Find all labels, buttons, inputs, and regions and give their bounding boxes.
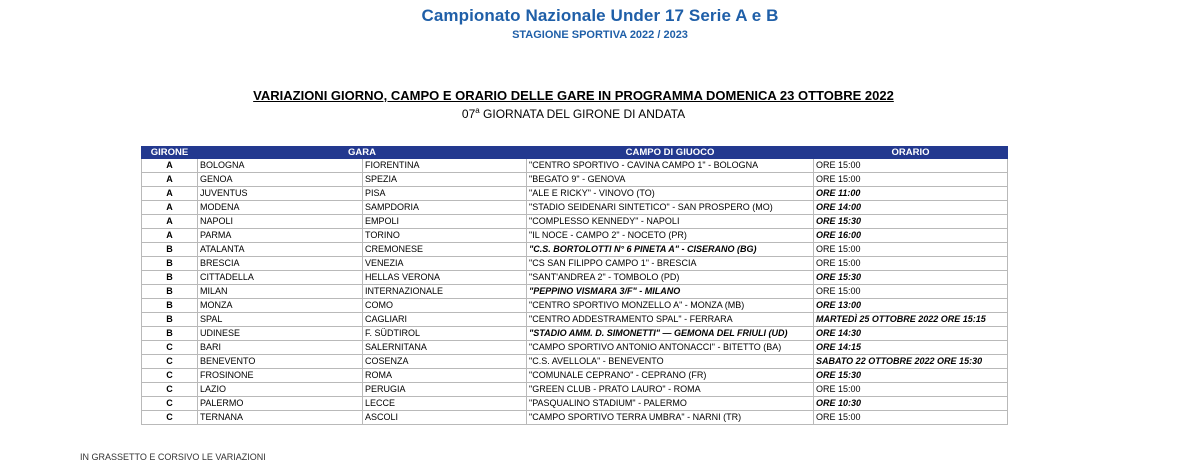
cell-girone: B [142, 257, 198, 271]
table-row [142, 341, 1008, 355]
cell-girone: C [142, 383, 198, 397]
table-row [142, 369, 1008, 383]
header-campo: CAMPO DI GIUOCO [527, 147, 814, 159]
championship-title: Campionato Nazionale Under 17 Serie A e B [421, 6, 779, 25]
cell-girone: C [142, 355, 198, 369]
cell-campo: "PEPPINO VISMARA 3/F" - MILANO [527, 285, 814, 299]
header-orario: ORARIO [814, 147, 1008, 159]
cell-girone: C [142, 341, 198, 355]
cell-campo: "SANT'ANDREA 2" - TOMBOLO (PD) [527, 271, 814, 285]
table-row [142, 173, 1008, 187]
cell-home-team: PARMA [198, 229, 363, 243]
cell-orario: ORE 16:00 [814, 229, 1008, 243]
cell-orario: ORE 15:00 [814, 173, 1008, 187]
table-row [142, 187, 1008, 201]
table-row [142, 313, 1008, 327]
cell-away-team: VENEZIA [363, 257, 527, 271]
cell-home-team: MONZA [198, 299, 363, 313]
cell-home-team: BENEVENTO [198, 355, 363, 369]
cell-home-team: BARI [198, 341, 363, 355]
variations-heading: VARIAZIONI GIORNO, CAMPO E ORARIO DELLE GARE IN PROGRAMMA DOMENICA 23 OTTOBRE 2022 [253, 88, 894, 103]
table-row [142, 271, 1008, 285]
cell-away-team: TORINO [363, 229, 527, 243]
cell-home-team: PALERMO [198, 397, 363, 411]
cell-girone: A [142, 187, 198, 201]
matchday-number: 07 [461, 107, 476, 121]
document-header [0, 6, 1200, 41]
header-gara: GARA [198, 147, 527, 159]
cell-away-team: ROMA [363, 369, 527, 383]
cell-home-team: FROSINONE [198, 369, 363, 383]
cell-campo: "CENTRO SPORTIVO - CAVINA CAMPO 1" - BOLOGNA [527, 159, 814, 173]
table-row [142, 215, 1008, 229]
cell-away-team: CREMONESE [363, 243, 527, 257]
cell-campo: "C.S. AVELLOLA" - BENEVENTO [527, 355, 814, 369]
cell-away-team: COMO [363, 299, 527, 313]
cell-campo: "CENTRO SPORTIVO MONZELLO A" - MONZA (MB) [527, 299, 814, 313]
cell-orario: ORE 15:00 [814, 159, 1008, 173]
cell-orario: MARTEDÌ 25 OTTOBRE 2022 ORE 15:15 [814, 313, 1008, 327]
cell-campo: "STADIO SEIDENARI SINTETICO" - SAN PROSPERO (MO) [527, 201, 814, 215]
cell-campo: "CS SAN FILIPPO CAMPO 1" - BRESCIA [527, 257, 814, 271]
cell-orario: ORE 14:15 [814, 341, 1008, 355]
cell-girone: A [142, 215, 198, 229]
cell-home-team: CITTADELLA [198, 271, 363, 285]
cell-orario: ORE 15:00 [814, 243, 1008, 257]
season-label: STAGIONE SPORTIVA 2022 / 2023 [512, 29, 688, 41]
cell-girone: B [142, 243, 198, 257]
cell-girone: B [142, 313, 198, 327]
header-girone: GIRONE [142, 147, 198, 159]
table-row [142, 229, 1008, 243]
cell-orario: ORE 14:00 [814, 201, 1008, 215]
cell-girone: A [142, 173, 198, 187]
cell-girone: B [142, 299, 198, 313]
cell-girone: B [142, 327, 198, 341]
cell-campo: "C.S. BORTOLOTTI N° 6 PINETA A" - CISERANO (BG) [527, 243, 814, 257]
table-row [142, 201, 1008, 215]
cell-girone: A [142, 229, 198, 243]
cell-orario: ORE 15:00 [814, 285, 1008, 299]
cell-away-team: COSENZA [363, 355, 527, 369]
matchday-label: GIORNATA DEL GIRONE DI ANDATA [479, 107, 686, 121]
cell-girone: A [142, 159, 198, 173]
cell-home-team: ATALANTA [198, 243, 363, 257]
table-body [142, 159, 1008, 425]
cell-campo: "CAMPO SPORTIVO TERRA UMBRA" - NARNI (TR) [527, 411, 814, 425]
cell-home-team: JUVENTUS [198, 187, 363, 201]
cell-girone: C [142, 411, 198, 425]
cell-home-team: SPAL [198, 313, 363, 327]
cell-home-team: GENOA [198, 173, 363, 187]
cell-home-team: UDINESE [198, 327, 363, 341]
cell-orario: ORE 15:30 [814, 369, 1008, 383]
cell-campo: "IL NOCE - CAMPO 2" - NOCETO (PR) [527, 229, 814, 243]
table-row [142, 243, 1008, 257]
table-row [142, 257, 1008, 271]
table-row [142, 285, 1008, 299]
cell-away-team: PERUGIA [363, 383, 527, 397]
cell-campo: "CAMPO SPORTIVO ANTONIO ANTONACCI" - BITETTO (BA) [527, 341, 814, 355]
cell-orario: ORE 15:00 [814, 411, 1008, 425]
cell-campo: "PASQUALINO STADIUM" - PALERMO [527, 397, 814, 411]
cell-home-team: MILAN [198, 285, 363, 299]
footer-note: IN GRASSETTO E CORSIVO LE VARIAZIONI [80, 452, 266, 462]
table-row [142, 397, 1008, 411]
table-row [142, 411, 1008, 425]
table-row [142, 299, 1008, 313]
cell-orario: ORE 15:30 [814, 271, 1008, 285]
table-row [142, 159, 1008, 173]
cell-girone: C [142, 369, 198, 383]
cell-away-team: HELLAS VERONA [363, 271, 527, 285]
cell-orario: ORE 14:30 [814, 327, 1008, 341]
cell-home-team: MODENA [198, 201, 363, 215]
matchday-ordinal: a [475, 106, 480, 115]
cell-home-team: BOLOGNA [198, 159, 363, 173]
cell-orario: ORE 15:30 [814, 215, 1008, 229]
table-row [142, 383, 1008, 397]
cell-girone: B [142, 285, 198, 299]
cell-campo: "CENTRO ADDESTRAMENTO SPAL" - FERRARA [527, 313, 814, 327]
cell-girone: A [142, 201, 198, 215]
cell-away-team: FIORENTINA [363, 159, 527, 173]
table-row [142, 355, 1008, 369]
cell-orario: ORE 10:30 [814, 397, 1008, 411]
cell-campo: "STADIO AMM. D. SIMONETTI" — GEMONA DEL FRIULI (UD) [527, 327, 814, 341]
cell-campo: "COMPLESSO KENNEDY" - NAPOLI [527, 215, 814, 229]
cell-away-team: ASCOLI [363, 411, 527, 425]
cell-away-team: EMPOLI [363, 215, 527, 229]
cell-orario: ORE 15:00 [814, 257, 1008, 271]
cell-home-team: LAZIO [198, 383, 363, 397]
cell-campo: "ALE E RICKY" - VINOVO (TO) [527, 187, 814, 201]
cell-orario: ORE 13:00 [814, 299, 1008, 313]
cell-orario: ORE 11:00 [814, 187, 1008, 201]
cell-away-team: SALERNITANA [363, 341, 527, 355]
cell-away-team: CAGLIARI [363, 313, 527, 327]
cell-away-team: F. SÜDTIROL [363, 327, 527, 341]
cell-campo: "GREEN CLUB - PRATO LAURO" - ROMA [527, 383, 814, 397]
cell-away-team: SAMPDORIA [363, 201, 527, 215]
cell-girone: B [142, 271, 198, 285]
table-header-row [142, 147, 1008, 159]
cell-campo: "BEGATO 9" - GENOVA [527, 173, 814, 187]
cell-home-team: NAPOLI [198, 215, 363, 229]
table-row [142, 327, 1008, 341]
cell-campo: "COMUNALE CEPRANO" - CEPRANO (FR) [527, 369, 814, 383]
cell-away-team: PISA [363, 187, 527, 201]
cell-home-team: BRESCIA [198, 257, 363, 271]
cell-girone: C [142, 397, 198, 411]
matches-table [141, 146, 1008, 425]
cell-home-team: TERNANA [198, 411, 363, 425]
cell-away-team: LECCE [363, 397, 527, 411]
cell-away-team: INTERNAZIONALE [363, 285, 527, 299]
cell-orario: SABATO 22 OTTOBRE 2022 ORE 15:30 [814, 355, 1008, 369]
matchday-subheading [0, 106, 1147, 121]
cell-away-team: SPEZIA [363, 173, 527, 187]
cell-orario: ORE 15:00 [814, 383, 1008, 397]
